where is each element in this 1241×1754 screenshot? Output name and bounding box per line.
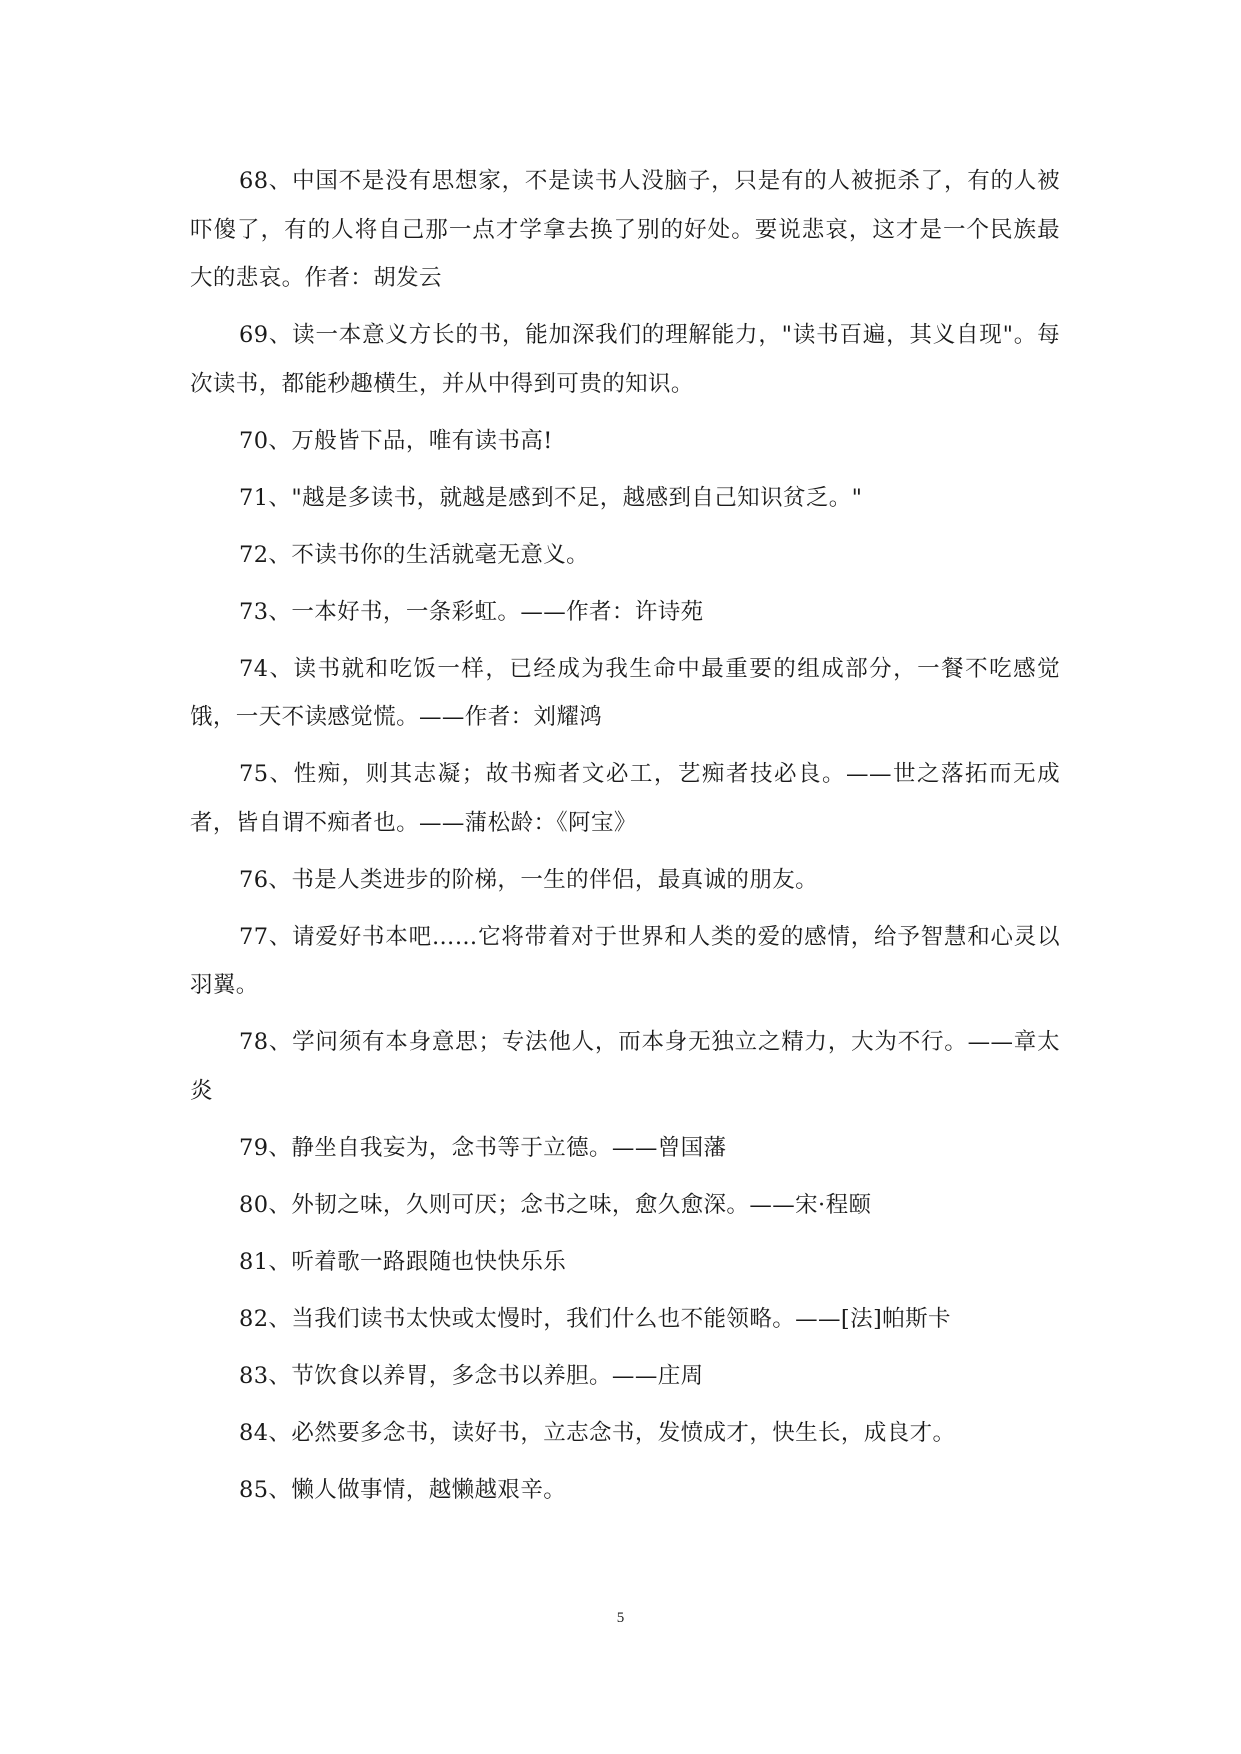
quote-paragraph-77: 77、请爱好书本吧……它将带着对于世界和人类的爱的感情，给予智慧和心灵以羽翼。 — [190, 923, 1060, 998]
body-text — [190, 157, 1060, 1523]
quote-paragraph-78: 78、学问须有本身意思；专法他人，而本身无独立之精力，大为不行。——章太炎 — [190, 1029, 1060, 1104]
quote-paragraph-81: 81、听着歌一路跟随也快快乐乐 — [239, 1248, 567, 1275]
quote-paragraph-68: 68、中国不是没有思想家，不是读书人没脑子，只是有的人被扼杀了，有的人被吓傻了，有的人将自己那一点才学拿去换了别的好处。要说悲哀，这才是一个民族最大的悲哀。作者：胡发云 — [190, 168, 1060, 291]
quote-paragraph-74: 74、读书就和吃饭一样，已经成为我生命中最重要的组成部分，一餐不吃感觉饿，一天不读感觉慌。——作者：刘耀鸿 — [190, 655, 1060, 730]
page-number: 5 — [616, 1610, 625, 1626]
quote-paragraph-72: 72、不读书你的生活就毫无意义。 — [239, 541, 590, 568]
quote-paragraph-69: 69、读一本意义方长的书，能加深我们的理解能力，"读书百遍，其义自现"。每次读书，都能秒趣横生，并从中得到可贵的知识。 — [190, 322, 1060, 397]
quote-paragraph-76: 76、书是人类进步的阶梯，一生的伴侣，最真诚的朋友。 — [239, 866, 819, 893]
quote-paragraph-83: 83、节饮食以养胃，多念书以养胆。——庄周 — [239, 1362, 704, 1389]
quote-paragraph-71: 71、"越是多读书，就越是感到不足，越感到自己知识贫乏。" — [239, 484, 863, 511]
quote-paragraph-73: 73、一本好书，一条彩虹。——作者：许诗苑 — [239, 598, 704, 625]
quote-paragraph-79: 79、静坐自我妄为，念书等于立德。——曾国藩 — [239, 1134, 727, 1161]
quote-paragraph-80: 80、外韧之味，久则可厌；念书之味，愈久愈深。——宋·程颐 — [239, 1191, 872, 1218]
quote-paragraph-70: 70、万般皆下品，唯有读书高! — [239, 427, 553, 454]
quote-paragraph-84: 84、必然要多念书，读好书，立志念书，发愤成才，快生长，成良才。 — [239, 1419, 956, 1446]
quote-paragraph-75: 75、性痴，则其志凝；故书痴者文必工，艺痴者技必良。——世之落拓而无成者，皆自谓不痴者也。——蒲松龄：《阿宝》 — [190, 761, 1060, 836]
quote-paragraph-85: 85、懒人做事情，越懒越艰辛。 — [239, 1476, 567, 1503]
quote-paragraph-82: 82、当我们读书太快或太慢时，我们什么也不能领略。——[法]帕斯卡 — [239, 1305, 951, 1332]
